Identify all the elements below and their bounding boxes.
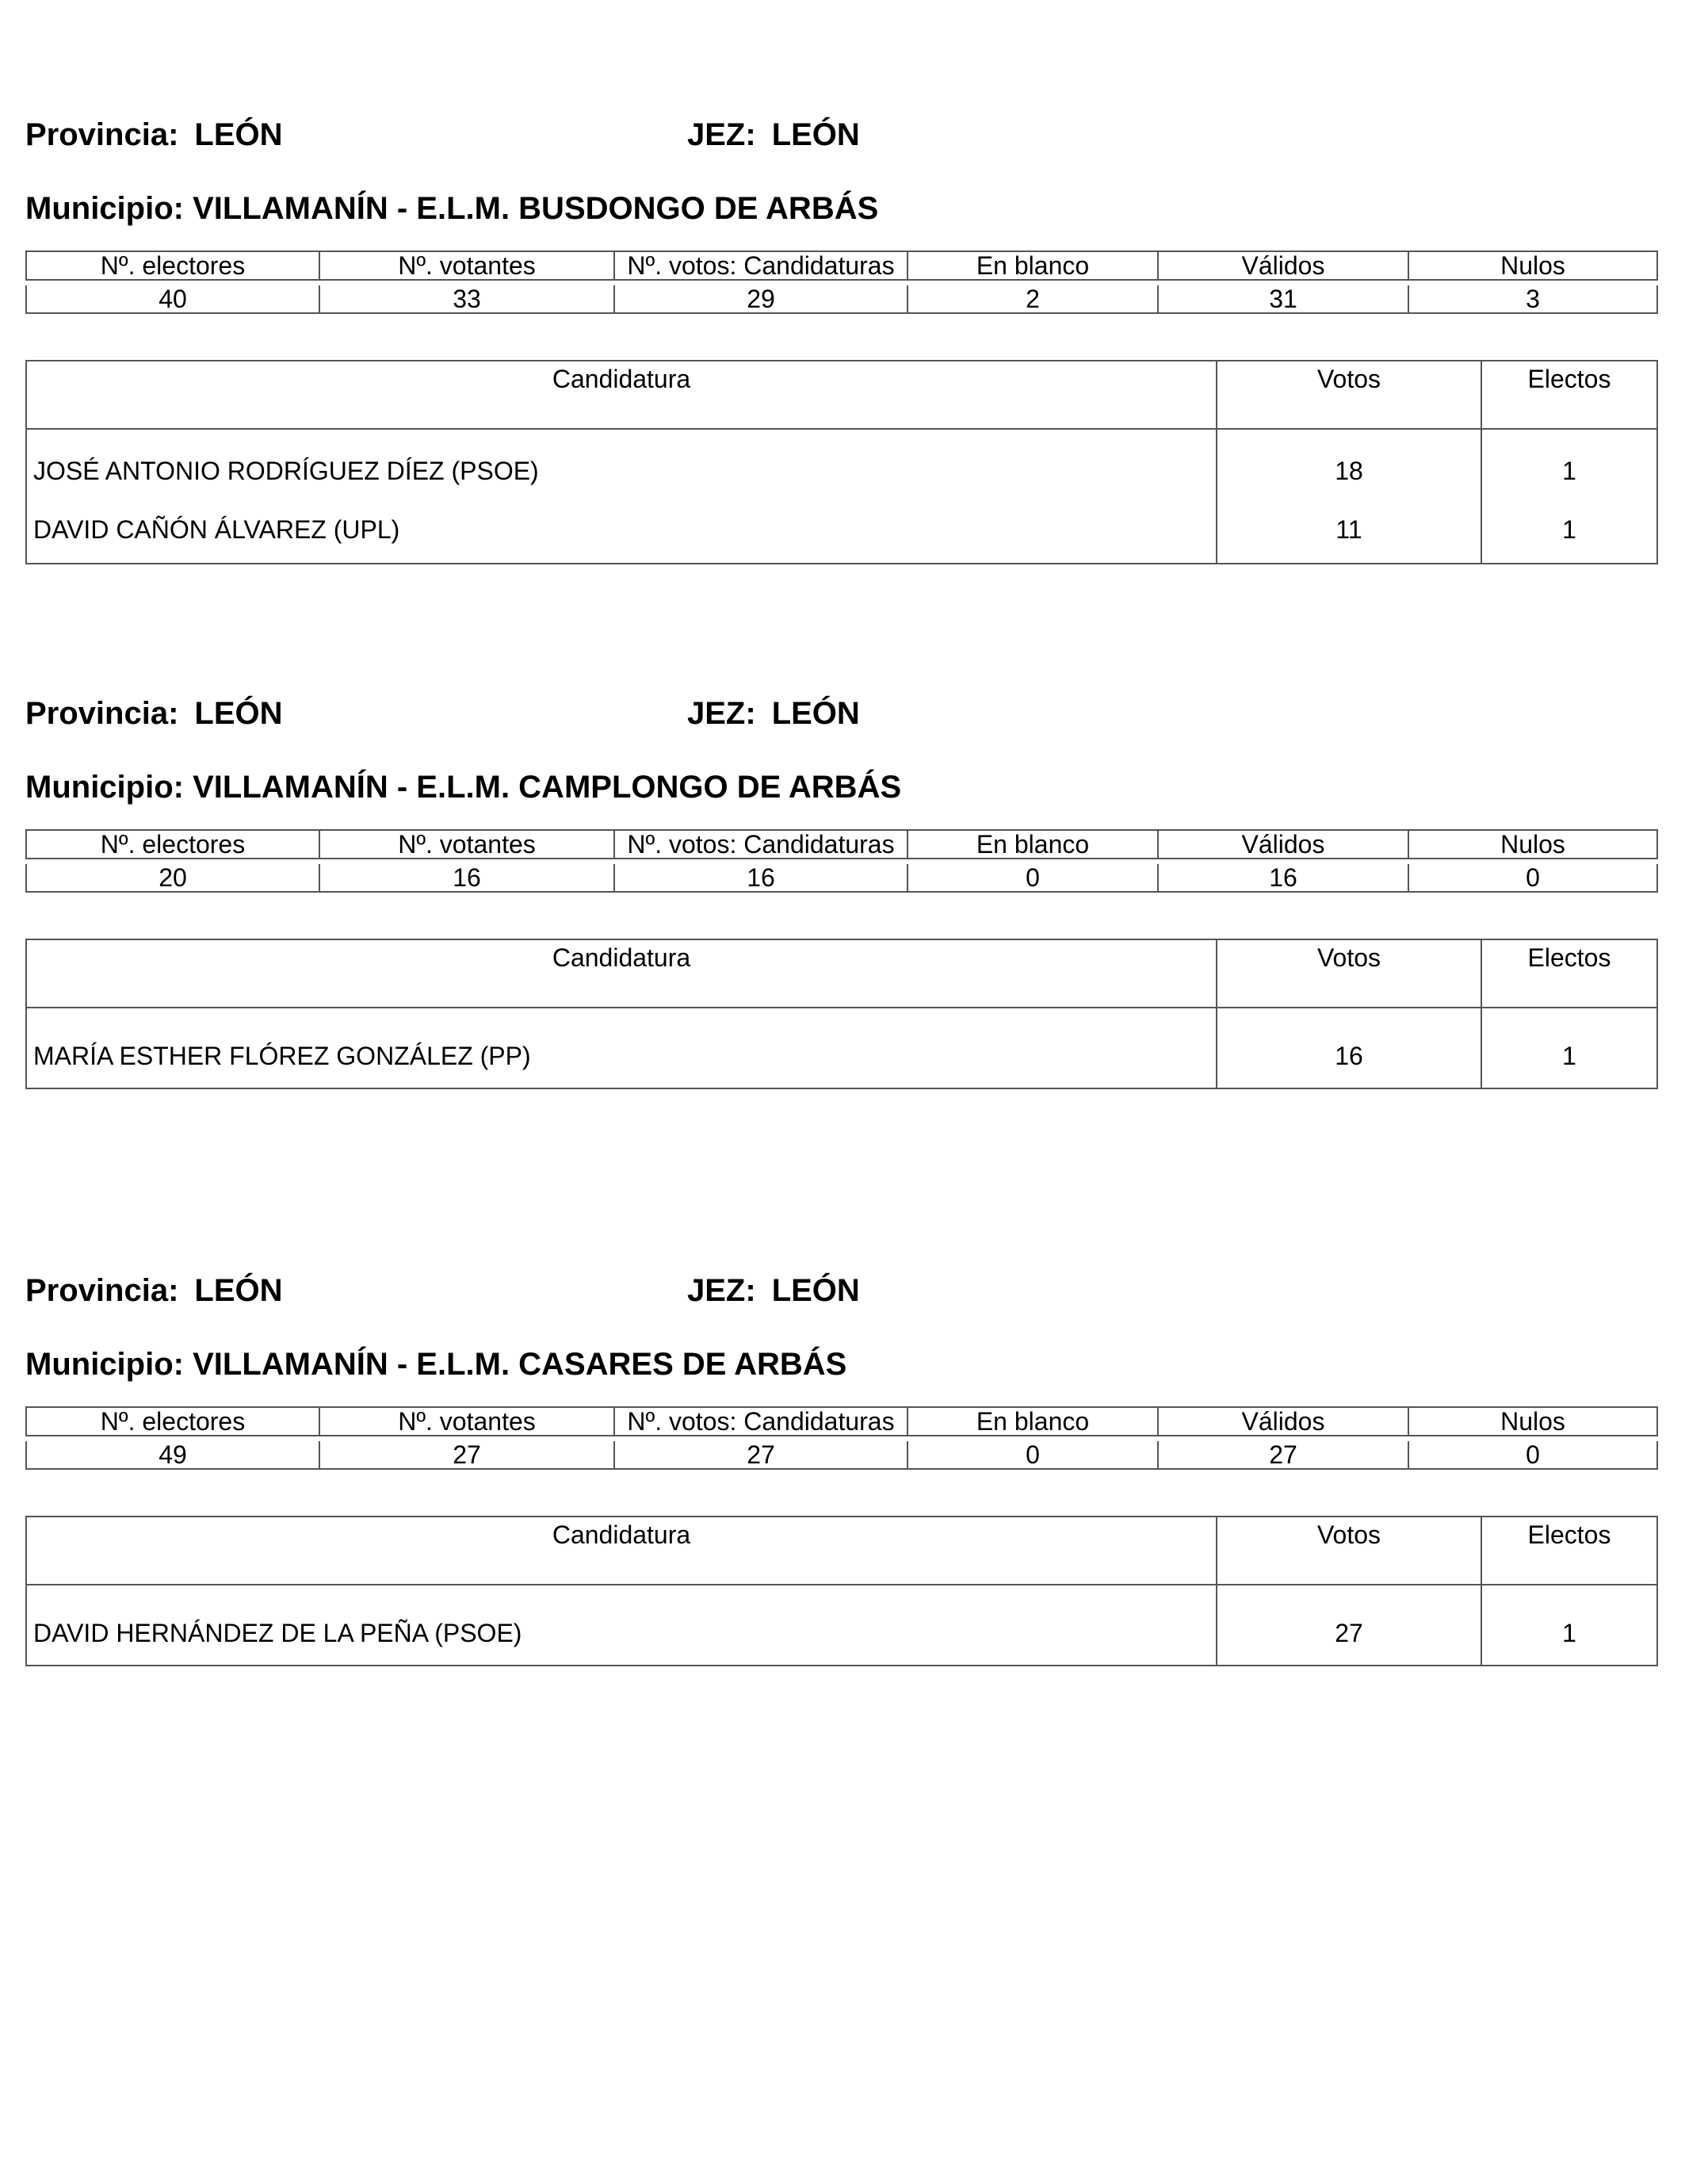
stats-header-cell: En blanco [907,1407,1158,1436]
municipio-value: VILLAMANÍN - E.L.M. BUSDONGO DE ARBÁS [193,191,879,226]
candidate-name: JOSÉ ANTONIO RODRÍGUEZ DÍEZ (PSOE) [33,457,539,485]
candidate-votes: 11 [1217,496,1481,564]
candidates-table [25,939,1658,1089]
candidate-name: DAVID HERNÁNDEZ DE LA PEÑA (PSOE) [33,1619,522,1647]
vote-stats-table [25,829,1658,893]
stats-header-cell: Válidos [1158,251,1408,280]
stats-header-cell: Nulos [1408,830,1657,859]
candidates-table [25,360,1658,564]
candidates-header-row [26,1517,1657,1585]
provincia-label: Provincia: [25,117,179,152]
provincia-line [25,111,283,159]
stats-header-cell: Nº. votos: Candidaturas [614,830,907,859]
stats-value-cell: 31 [1158,285,1408,313]
stats-header-cell: Nº. votantes [319,830,614,859]
provincia-value: LEÓN [194,117,283,152]
stats-value-cell: 16 [319,864,614,892]
vote-stats-table [25,251,1658,314]
stats-value-row [26,1441,1657,1469]
candidates-header-row [26,939,1657,1008]
stats-value-cell: 16 [1158,864,1408,892]
candidates-table [25,1516,1658,1666]
municipio-line [25,1341,846,1388]
stats-value-cell: 2 [907,285,1158,313]
stats-value-cell: 27 [319,1441,614,1469]
candidate-votes: 27 [1217,1585,1481,1666]
municipio-label: Municipio: [25,1347,184,1382]
stats-value-cell: 33 [319,285,614,313]
stats-header-cell: Válidos [1158,1407,1408,1436]
stats-header-cell: En blanco [907,251,1158,280]
municipio-value: VILLAMANÍN - E.L.M. CASARES DE ARBÁS [193,1347,847,1382]
stats-value-cell: 27 [614,1441,907,1469]
stats-value-cell: 20 [26,864,319,892]
provincia-label: Provincia: [25,696,179,731]
stats-value-cell: 0 [1408,864,1657,892]
jez-label: JEZ: [687,1273,756,1308]
stats-header-cell: Nº. electores [26,251,319,280]
candidate-name: MARÍA ESTHER FLÓREZ GONZÁLEZ (PP) [33,1042,531,1070]
provincia-line [25,1267,283,1314]
stats-value-cell: 0 [1408,1441,1657,1469]
jez-label: JEZ: [687,696,756,731]
stats-header-cell: Nº. electores [26,1407,319,1436]
candidate-name: DAVID CAÑÓN ÁLVAREZ (UPL) [33,515,400,544]
votos-header: Votos [1217,361,1481,429]
municipio-line [25,185,878,232]
electos-header: Electos [1481,1517,1657,1585]
stats-value-cell: 49 [26,1441,319,1469]
candidate-elected: 1 [1481,496,1657,564]
provincia-label: Provincia: [25,1273,179,1308]
jez-line [687,690,860,737]
candidate-row [26,496,1657,564]
candidate-elected: 1 [1481,1585,1657,1666]
municipio-label: Municipio: [25,191,184,226]
jez-label: JEZ: [687,117,756,152]
candidate-row [26,1585,1657,1666]
jez-line [687,1267,860,1314]
votos-header: Votos [1217,1517,1481,1585]
stats-header-cell: Nulos [1408,251,1657,280]
stats-header-cell: Nº. votantes [319,1407,614,1436]
stats-value-cell: 0 [907,864,1158,892]
votos-header: Votos [1217,939,1481,1008]
stats-header-cell: Válidos [1158,830,1408,859]
municipio-line [25,763,901,811]
stats-header-cell: En blanco [907,830,1158,859]
electos-header: Electos [1481,361,1657,429]
jez-line [687,111,860,159]
candidatura-header: Candidatura [26,1517,1217,1585]
stats-header-cell: Nº. votantes [319,251,614,280]
vote-stats-table [25,1406,1658,1470]
stats-value-cell: 0 [907,1441,1158,1469]
stats-value-row [26,864,1657,892]
candidate-row [26,1008,1657,1088]
stats-header-cell: Nº. votos: Candidaturas [614,251,907,280]
jez-value: LEÓN [771,1273,860,1308]
jez-value: LEÓN [771,696,860,731]
stats-value-cell: 40 [26,285,319,313]
electos-header: Electos [1481,939,1657,1008]
candidatura-header: Candidatura [26,361,1217,429]
stats-header-cell: Nulos [1408,1407,1657,1436]
candidate-elected: 1 [1481,1008,1657,1088]
stats-value-cell: 27 [1158,1441,1408,1469]
candidate-row [26,429,1657,496]
municipio-label: Municipio: [25,770,184,805]
candidate-elected: 1 [1481,429,1657,496]
jez-value: LEÓN [771,117,860,152]
stats-header-row [26,251,1657,280]
candidates-header-row [26,361,1657,429]
provincia-value: LEÓN [194,696,283,731]
stats-header-cell: Nº. votos: Candidaturas [614,1407,907,1436]
candidatura-header: Candidatura [26,939,1217,1008]
stats-header-row [26,1407,1657,1436]
provincia-line [25,690,283,737]
stats-header-cell: Nº. electores [26,830,319,859]
stats-header-row [26,830,1657,859]
provincia-value: LEÓN [194,1273,283,1308]
stats-value-cell: 29 [614,285,907,313]
stats-value-row [26,285,1657,313]
stats-value-cell: 16 [614,864,907,892]
municipio-value: VILLAMANÍN - E.L.M. CAMPLONGO DE ARBÁS [193,770,902,805]
stats-value-cell: 3 [1408,285,1657,313]
candidate-votes: 18 [1217,429,1481,496]
candidate-votes: 16 [1217,1008,1481,1088]
